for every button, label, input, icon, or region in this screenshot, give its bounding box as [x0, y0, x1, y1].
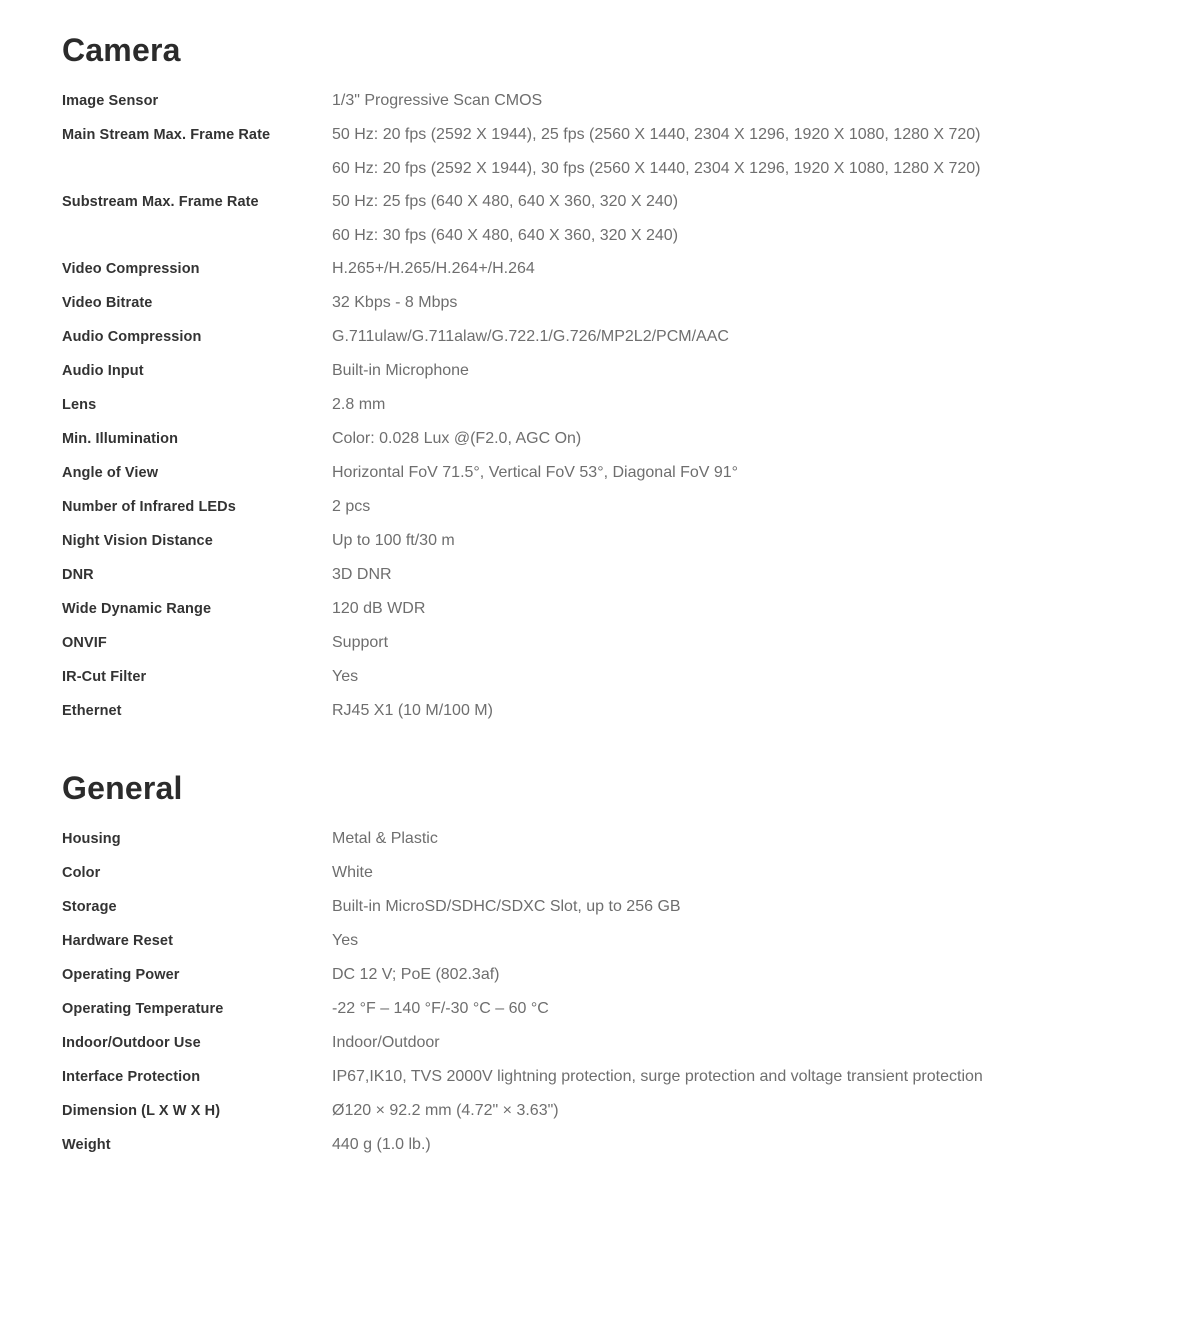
spec-value: DC 12 V; PoE (802.3af) [332, 966, 500, 983]
spec-row [62, 388, 1138, 422]
spec-value: Built-in MicroSD/SDHC/SDXC Slot, up to 256 GB [332, 898, 681, 915]
spec-label: Operating Temperature [62, 1001, 224, 1017]
spec-row [62, 958, 1138, 992]
spec-sections-container [62, 30, 1138, 1162]
spec-label: Main Stream Max. Frame Rate [62, 127, 271, 143]
section-general [62, 768, 1138, 1162]
section-title-camera: Camera [62, 32, 181, 68]
spec-label: Substream Max. Frame Rate [62, 194, 259, 210]
spec-value: G.711ulaw/G.711alaw/G.722.1/G.726/MP2L2/PCM/AAC [332, 328, 729, 345]
spec-row [62, 856, 1138, 890]
spec-value: Horizontal FoV 71.5°, Vertical FoV 53°, Diagonal FoV 91° [332, 464, 739, 481]
spec-label: Ethernet [62, 703, 122, 719]
spec-label: Lens [62, 397, 97, 413]
spec-label: Audio Input [62, 363, 144, 379]
spec-label: Night Vision Distance [62, 533, 213, 549]
spec-row [62, 320, 1138, 354]
spec-label: Audio Compression [62, 329, 202, 345]
spec-value: 60 Hz: 30 fps (640 X 480, 640 X 360, 320 X 240) [332, 227, 679, 244]
spec-value: Indoor/Outdoor [332, 1034, 440, 1051]
spec-label: Operating Power [62, 967, 180, 983]
spec-row [62, 890, 1138, 924]
spec-value: 50 Hz: 20 fps (2592 X 1944), 25 fps (2560 X 1440, 2304 X 1296, 1920 X 1080, 1280 X 720) [332, 126, 981, 143]
spec-row [62, 456, 1138, 490]
spec-label: Color [62, 865, 101, 881]
spec-row [62, 219, 1138, 252]
spec-value: 60 Hz: 20 fps (2592 X 1944), 30 fps (2560 X 1440, 2304 X 1296, 1920 X 1080, 1280 X 720) [332, 160, 981, 177]
spec-row [62, 354, 1138, 388]
spec-row [62, 822, 1138, 856]
spec-row [62, 694, 1138, 728]
spec-label: Video Compression [62, 261, 200, 277]
spec-row [62, 422, 1138, 456]
spec-row [62, 924, 1138, 958]
spec-value: 1/3" Progressive Scan CMOS [332, 92, 543, 109]
spec-table-camera [62, 84, 1138, 728]
spec-label: Weight [62, 1137, 111, 1153]
spec-label: Image Sensor [62, 93, 159, 109]
spec-row [62, 1026, 1138, 1060]
spec-row [62, 992, 1138, 1026]
spec-label: ONVIF [62, 635, 107, 651]
spec-value: 50 Hz: 25 fps (640 X 480, 640 X 360, 320 X 240) [332, 193, 679, 210]
spec-row [62, 524, 1138, 558]
spec-label: Wide Dynamic Range [62, 601, 212, 617]
spec-row [62, 1060, 1138, 1094]
spec-row [62, 592, 1138, 626]
spec-label: Housing [62, 831, 121, 847]
spec-value: H.265+/H.265/H.264+/H.264 [332, 260, 535, 277]
spec-row [62, 660, 1138, 694]
spec-label: Number of Infrared LEDs [62, 499, 236, 515]
spec-label: Hardware Reset [62, 933, 174, 949]
spec-row [62, 558, 1138, 592]
spec-row [62, 118, 1138, 152]
spec-table-general [62, 822, 1138, 1162]
spec-label: Angle of View [62, 465, 159, 481]
spec-row [62, 1094, 1138, 1128]
spec-value: 120 dB WDR [332, 600, 426, 617]
spec-value: IP67,IK10, TVS 2000V lightning protection, surge protection and voltage transient protection [332, 1068, 983, 1085]
spec-label: Video Bitrate [62, 295, 153, 311]
spec-label: Dimension (L X W X H) [62, 1103, 221, 1119]
spec-row [62, 252, 1138, 286]
spec-label: Min. Illumination [62, 431, 179, 447]
spec-row [62, 286, 1138, 320]
spec-row [62, 84, 1138, 118]
section-title-general: General [62, 770, 183, 806]
spec-value: -22 °F – 140 °F/-30 °C – 60 °C [332, 1000, 549, 1017]
spec-value: 32 Kbps - 8 Mbps [332, 294, 458, 311]
spec-value: Built-in Microphone [332, 362, 469, 379]
spec-value: Color: 0.028 Lux @(F2.0, AGC On) [332, 430, 582, 447]
section-camera [62, 30, 1138, 728]
spec-value: RJ45 X1 (10 M/100 M) [332, 702, 493, 719]
spec-value: 2 pcs [332, 498, 371, 515]
spec-row [62, 185, 1138, 219]
spec-value: Yes [332, 668, 359, 685]
spec-value: Metal & Plastic [332, 830, 438, 847]
spec-value: Ø120 × 92.2 mm (4.72" × 3.63") [332, 1102, 559, 1119]
spec-value: 2.8 mm [332, 396, 386, 413]
spec-label: DNR [62, 567, 94, 583]
spec-label: IR-Cut Filter [62, 669, 147, 685]
spec-row [62, 1128, 1138, 1162]
spec-value: Up to 100 ft/30 m [332, 532, 455, 549]
spec-label: Interface Protection [62, 1069, 201, 1085]
spec-row [62, 152, 1138, 185]
spec-row [62, 626, 1138, 660]
spec-label: Indoor/Outdoor Use [62, 1035, 201, 1051]
spec-label: Storage [62, 899, 117, 915]
spec-value: Yes [332, 932, 359, 949]
spec-row [62, 490, 1138, 524]
spec-value: Support [332, 634, 389, 651]
spec-value: 440 g (1.0 lb.) [332, 1136, 431, 1153]
spec-value: 3D DNR [332, 566, 392, 583]
spec-value: White [332, 864, 373, 881]
